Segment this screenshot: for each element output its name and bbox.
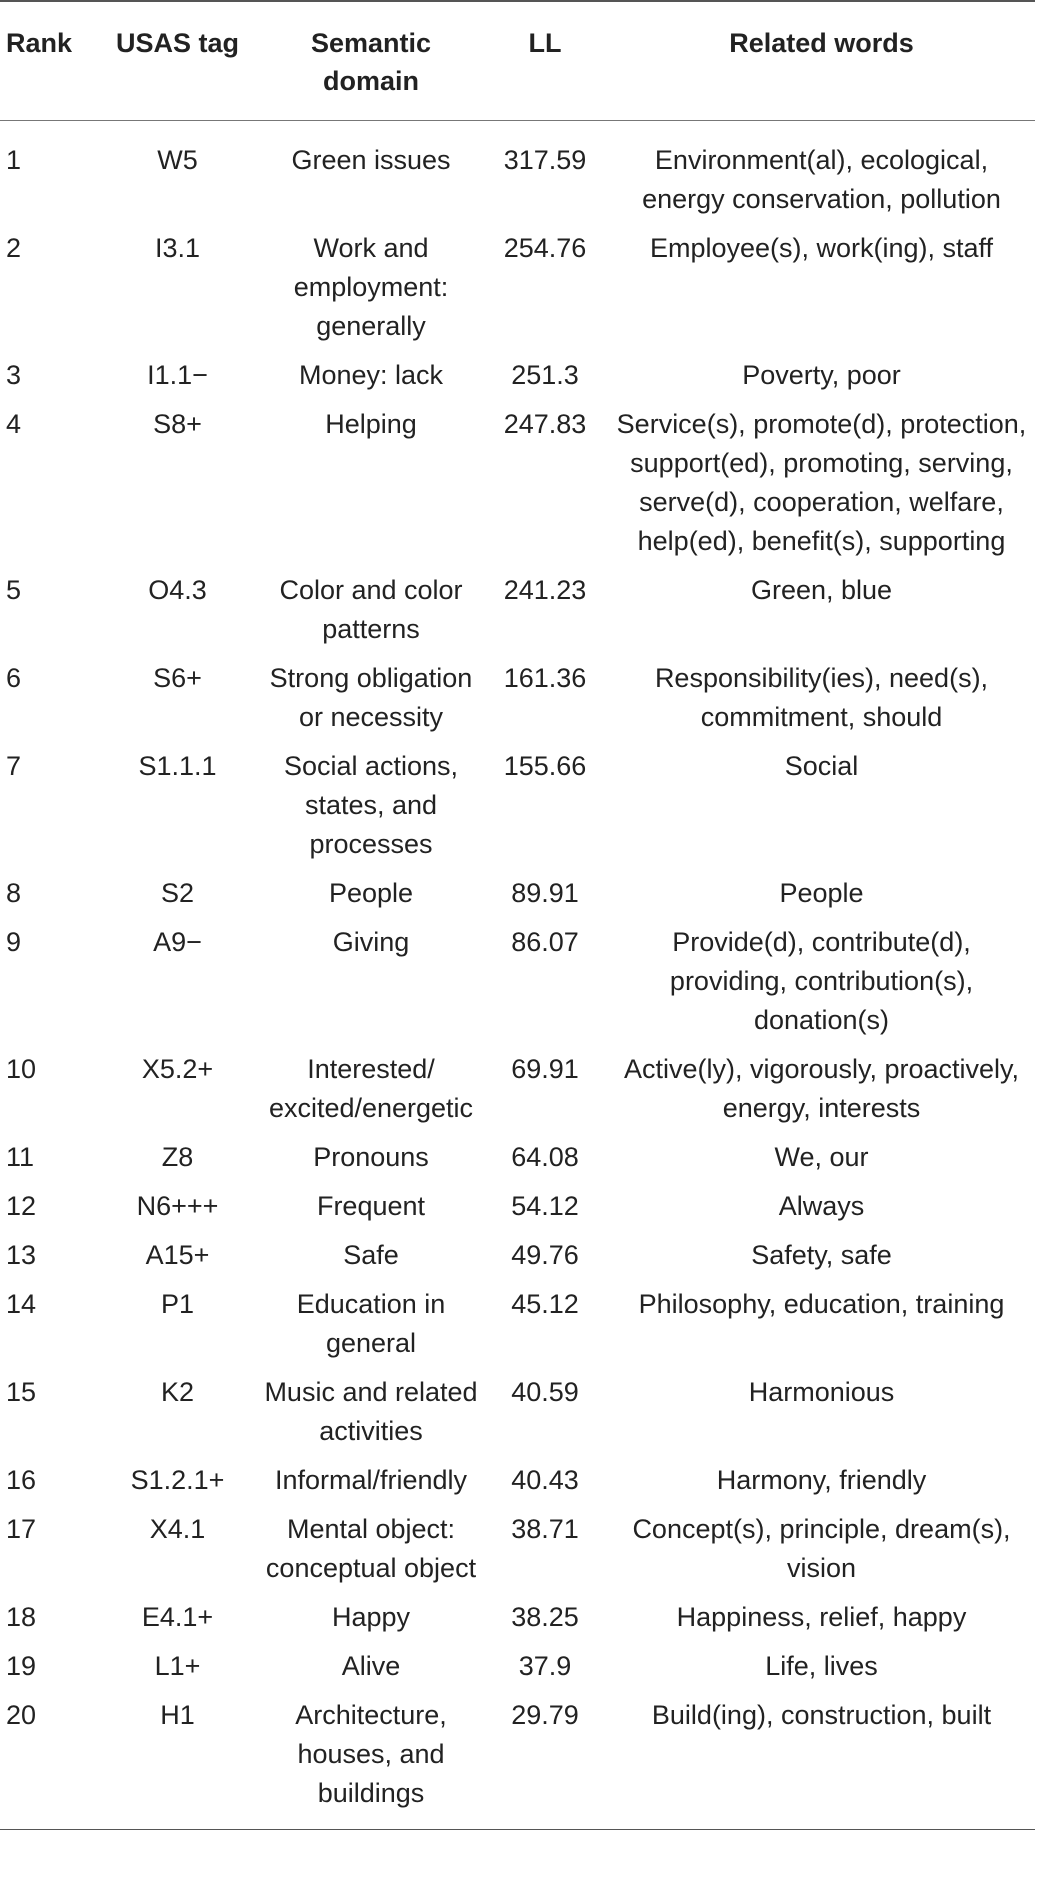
table-row (0, 565, 1035, 653)
cell-usas-tag: Z8 (161, 1142, 194, 1172)
cell-ll: 247.83 (503, 409, 587, 439)
cell-usas-tag: X4.1 (149, 1514, 206, 1544)
header-row (0, 1, 1035, 121)
cell-rank: 2 (6, 233, 22, 263)
cell-rank: 6 (6, 663, 22, 693)
cell-related-words: Happiness, relief, happy (676, 1602, 967, 1632)
cell-usas-tag: S1.1.1 (138, 751, 217, 781)
table-row (0, 399, 1035, 565)
cell-related-words: Green, blue (750, 575, 893, 605)
cell-related-words: Safety, safe (751, 1240, 892, 1270)
cell-related-words: Active(ly), vigorously, proactively, energy, interests (623, 1054, 1020, 1123)
cell-usas-tag: L1+ (154, 1651, 201, 1681)
cell-ll: 89.91 (511, 878, 579, 908)
table-row (0, 1279, 1035, 1367)
table-row (0, 1690, 1035, 1830)
cell-usas-tag: N6+++ (136, 1191, 219, 1221)
cell-semantic-domain: Architecture, houses, and buildings (295, 1700, 447, 1808)
cell-semantic-domain: Happy (331, 1602, 411, 1632)
table-row (0, 1641, 1035, 1690)
table-body (0, 121, 1035, 1830)
cell-usas-tag: P1 (160, 1289, 195, 1319)
cell-related-words: Service(s), promote(d), protection, support(ed), promoting, serving, serve(d), cooperation, welfare, help(ed), benefit(s), supporting (616, 409, 1027, 556)
cell-rank: 10 (6, 1054, 37, 1084)
cell-ll: 251.3 (511, 360, 579, 390)
table-row (0, 121, 1035, 224)
cell-usas-tag: H1 (160, 1700, 195, 1730)
header-rank: Rank (6, 28, 73, 58)
cell-related-words: Always (778, 1191, 865, 1221)
cell-usas-tag: E4.1+ (141, 1602, 214, 1632)
cell-rank: 7 (6, 751, 22, 781)
cell-semantic-domain: Education in general (296, 1289, 446, 1358)
cell-semantic-domain: Mental object: conceptual object (265, 1514, 477, 1583)
header-semantic-domain: Semantic domain (310, 28, 432, 96)
table-row (0, 868, 1035, 917)
cell-usas-tag: K2 (160, 1377, 195, 1407)
cell-usas-tag: S6+ (153, 663, 202, 693)
cell-rank: 11 (6, 1142, 35, 1172)
table-header (0, 1, 1035, 121)
table-row (0, 1367, 1035, 1455)
table-row (0, 741, 1035, 868)
cell-semantic-domain: Alive (341, 1651, 401, 1681)
cell-rank: 9 (6, 927, 22, 957)
cell-related-words: People (779, 878, 864, 908)
cell-semantic-domain: Giving (332, 927, 410, 957)
cell-rank: 18 (6, 1602, 37, 1632)
cell-usas-tag: O4.3 (148, 575, 207, 605)
cell-ll: 69.91 (511, 1054, 579, 1084)
table-row (0, 350, 1035, 399)
cell-ll: 254.76 (503, 233, 587, 263)
cell-rank: 8 (6, 878, 22, 908)
cell-semantic-domain: People (328, 878, 414, 908)
cell-related-words: Concept(s), principle, dream(s), vision (632, 1514, 1011, 1583)
cell-ll: 37.9 (518, 1651, 572, 1681)
cell-rank: 16 (6, 1465, 37, 1495)
cell-rank: 15 (6, 1377, 37, 1407)
cell-semantic-domain: Strong obligation or necessity (269, 663, 473, 732)
cell-usas-tag: S8+ (153, 409, 202, 439)
cell-related-words: Life, lives (765, 1651, 878, 1681)
cell-semantic-domain: Helping (325, 409, 417, 439)
cell-related-words: Provide(d), contribute(d), providing, contribution(s), donation(s) (669, 927, 974, 1035)
cell-semantic-domain: Work and employment: generally (293, 233, 449, 341)
cell-usas-tag: S2 (160, 878, 195, 908)
cell-usas-tag: S1.2.1+ (130, 1465, 225, 1495)
cell-rank: 17 (6, 1514, 37, 1544)
header-related-words: Related words (729, 28, 914, 58)
table-row (0, 1230, 1035, 1279)
cell-related-words: Harmonious (748, 1377, 895, 1407)
cell-ll: 49.76 (511, 1240, 579, 1270)
cell-semantic-domain: Interested/ excited/energetic (268, 1054, 474, 1123)
cell-related-words: Social (784, 751, 859, 781)
cell-usas-tag: I1.1− (147, 360, 208, 390)
cell-usas-tag: I3.1 (154, 233, 201, 263)
cell-usas-tag: A9− (153, 927, 202, 957)
cell-semantic-domain: Green issues (291, 145, 451, 175)
cell-ll: 29.79 (511, 1700, 579, 1730)
table-row (0, 653, 1035, 741)
cell-related-words: Philosophy, education, training (638, 1289, 1005, 1319)
cell-rank: 13 (6, 1240, 37, 1270)
cell-rank: 3 (6, 360, 22, 390)
cell-semantic-domain: Social actions, states, and processes (283, 751, 459, 859)
cell-ll: 241.23 (503, 575, 587, 605)
cell-related-words: Build(ing), construction, built (651, 1700, 992, 1730)
cell-ll: 38.25 (511, 1602, 579, 1632)
table-row (0, 1504, 1035, 1592)
cell-related-words: Environment(al), ecological, energy conservation, pollution (642, 145, 1001, 214)
cell-usas-tag: A15+ (145, 1240, 210, 1270)
cell-semantic-domain: Informal/friendly (274, 1465, 468, 1495)
cell-semantic-domain: Music and related activities (264, 1377, 478, 1446)
cell-related-words: We, our (774, 1142, 869, 1172)
cell-related-words: Employee(s), work(ing), staff (649, 233, 994, 263)
cell-ll: 38.71 (511, 1514, 579, 1544)
cell-related-words: Poverty, poor (742, 360, 901, 390)
cell-ll: 317.59 (503, 145, 587, 175)
cell-ll: 54.12 (511, 1191, 579, 1221)
cell-ll: 40.59 (511, 1377, 579, 1407)
cell-ll: 64.08 (511, 1142, 579, 1172)
header-usas-tag: USAS tag (115, 28, 240, 58)
cell-semantic-domain: Money: lack (298, 360, 444, 390)
cell-related-words: Harmony, friendly (716, 1465, 927, 1495)
cell-rank: 19 (6, 1651, 37, 1681)
cell-semantic-domain: Pronouns (313, 1142, 429, 1172)
cell-rank: 5 (6, 575, 22, 605)
cell-ll: 155.66 (503, 751, 587, 781)
cell-rank: 1 (6, 145, 22, 175)
table-row (0, 1132, 1035, 1181)
cell-related-words: Responsibility(ies), need(s), commitment, should (654, 663, 989, 732)
cell-rank: 20 (6, 1700, 37, 1730)
cell-rank: 12 (6, 1191, 37, 1221)
header-ll: LL (528, 28, 562, 58)
cell-ll: 86.07 (511, 927, 579, 957)
cell-ll: 45.12 (511, 1289, 579, 1319)
table-row (0, 1044, 1035, 1132)
cell-usas-tag: X5.2+ (141, 1054, 214, 1084)
cell-semantic-domain: Color and color patterns (279, 575, 463, 644)
cell-ll: 40.43 (511, 1465, 579, 1495)
table-row (0, 1592, 1035, 1641)
cell-rank: 14 (6, 1289, 37, 1319)
cell-semantic-domain: Safe (343, 1240, 399, 1270)
table-row (0, 917, 1035, 1044)
cell-usas-tag: W5 (157, 145, 198, 175)
table-row (0, 1455, 1035, 1504)
cell-semantic-domain: Frequent (316, 1191, 426, 1221)
cell-ll: 161.36 (503, 663, 587, 693)
table-row (0, 223, 1035, 350)
cell-rank: 4 (6, 409, 22, 439)
table-row (0, 1181, 1035, 1230)
